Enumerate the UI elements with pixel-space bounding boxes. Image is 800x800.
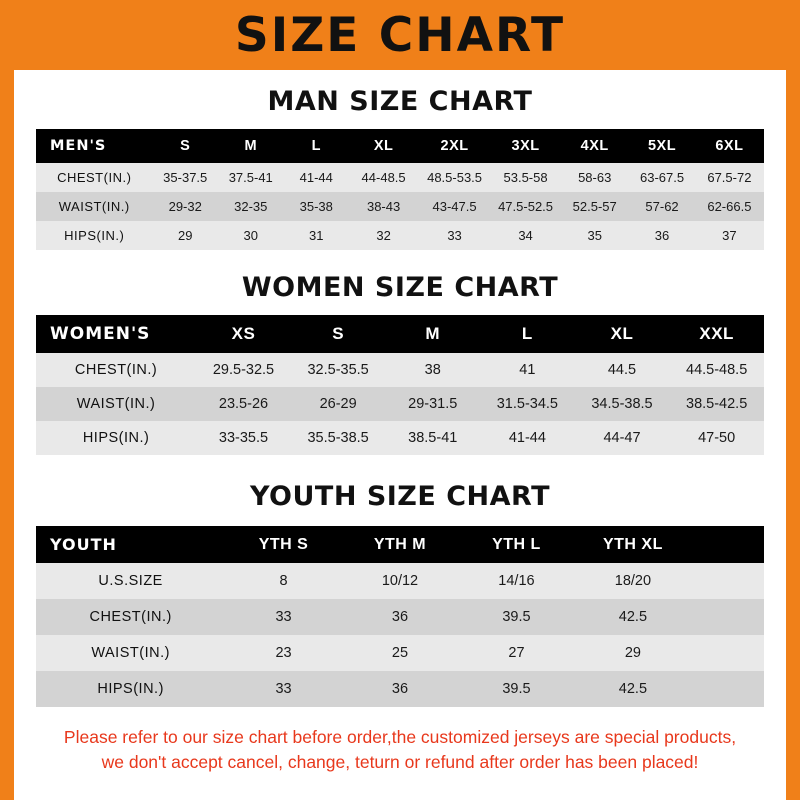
women-row-label: HIPS(IN.) — [82, 430, 150, 446]
man-cell: 48.5-53.5 — [427, 170, 483, 185]
man-cell: 41-44 — [299, 170, 333, 185]
youth-cell-spacer — [691, 635, 764, 671]
women-header-cell: L — [521, 324, 533, 343]
women-header-label: WOMEN'S — [50, 324, 151, 344]
man-cell: 57-62 — [645, 199, 679, 214]
page-title: SIZE CHART — [234, 7, 566, 63]
man-cell: 34 — [518, 228, 533, 243]
youth-cell: 39.5 — [502, 609, 531, 625]
women-cell: 23.5-26 — [218, 396, 269, 412]
youth-size-table — [36, 526, 764, 707]
man-cell: 36 — [654, 228, 670, 243]
man-section-title: MAN SIZE CHART — [267, 86, 533, 117]
youth-row-label: U.S.SIZE — [98, 573, 163, 589]
man-cell: 30 — [243, 228, 258, 243]
youth-cell-spacer — [691, 671, 764, 707]
women-cell: 34.5-38.5 — [591, 396, 653, 412]
table-row — [36, 563, 764, 599]
man-header-cell: 3XL — [511, 138, 540, 154]
women-cell: 47-50 — [698, 430, 736, 446]
man-cell: 35-37.5 — [163, 170, 208, 185]
man-row-label: CHEST(IN.) — [57, 170, 132, 185]
table-row — [36, 599, 764, 635]
man-header-cell: S — [180, 138, 191, 154]
man-row-label: HIPS(IN.) — [64, 228, 125, 243]
table-row — [36, 221, 764, 250]
page-banner — [14, 0, 786, 70]
women-cell: 33-35.5 — [218, 430, 269, 446]
man-cell: 31 — [309, 228, 324, 243]
table-header-row — [36, 526, 764, 563]
youth-cell: 27 — [508, 645, 525, 661]
table-header-row — [36, 315, 764, 353]
youth-cell: 36 — [391, 681, 409, 697]
youth-cell: 33 — [275, 609, 292, 625]
youth-header-cell: YTH XL — [602, 535, 663, 553]
man-header-cell: M — [244, 138, 258, 154]
youth-cell: 29 — [624, 645, 641, 661]
man-header-cell: 6XL — [715, 138, 744, 154]
man-cell: 44-48.5 — [361, 170, 406, 185]
order-notice-line-2: we don't accept cancel, change, teturn or refund after order has been placed! — [101, 752, 699, 773]
man-cell: 35-38 — [299, 199, 333, 214]
order-notice-line-1: Please refer to our size chart before order,the customized jerseys are special products, — [63, 727, 737, 747]
man-cell: 62-66.5 — [707, 199, 752, 214]
youth-section-title: YOUTH SIZE CHART — [249, 481, 551, 512]
table-row — [36, 192, 764, 221]
youth-header-cell: YTH L — [492, 535, 541, 553]
youth-cell: 14/16 — [498, 573, 535, 589]
women-cell: 31.5-34.5 — [496, 396, 558, 412]
women-cell: 26-29 — [319, 396, 357, 412]
man-cell: 47.5-52.5 — [498, 199, 554, 214]
man-cell: 37 — [722, 228, 737, 243]
youth-cell-spacer — [691, 599, 764, 635]
youth-cell: 42.5 — [618, 609, 648, 625]
women-cell: 44.5-48.5 — [686, 362, 748, 378]
man-cell: 38-43 — [366, 199, 401, 214]
women-header-cell: S — [332, 324, 345, 343]
youth-cell: 23 — [275, 645, 292, 661]
women-cell: 32.5-35.5 — [307, 362, 369, 378]
man-cell: 33 — [447, 228, 462, 243]
youth-cell: 36 — [391, 609, 409, 625]
man-cell: 32-35 — [234, 199, 268, 214]
women-cell: 38.5-41 — [408, 430, 458, 446]
youth-row-label: WAIST(IN.) — [91, 645, 170, 661]
man-cell: 29-32 — [168, 199, 202, 214]
man-cell: 35 — [587, 228, 602, 243]
man-header-label: MEN'S — [50, 138, 107, 154]
youth-header-cell: YTH S — [258, 535, 309, 553]
man-cell: 53.5-58 — [503, 170, 548, 185]
women-cell: 44-47 — [603, 430, 641, 446]
table-row — [36, 163, 764, 192]
women-row-label: CHEST(IN.) — [74, 362, 158, 378]
man-header-cell: XL — [373, 138, 394, 154]
women-cell: 41 — [519, 362, 536, 378]
youth-cell: 39.5 — [502, 681, 531, 697]
table-row — [36, 671, 764, 707]
man-header-cell: 4XL — [580, 138, 609, 154]
table-header-row — [36, 129, 764, 163]
table-row — [36, 387, 764, 421]
youth-cell-spacer — [691, 563, 764, 599]
man-header-cell: 5XL — [647, 138, 677, 154]
women-cell: 35.5-38.5 — [307, 430, 369, 446]
youth-cell: 42.5 — [618, 681, 648, 697]
order-notice — [36, 725, 764, 776]
youth-cell: 10/12 — [381, 573, 419, 589]
youth-row-label: HIPS(IN.) — [97, 681, 164, 697]
women-header-cell: XS — [231, 324, 256, 343]
table-row — [36, 421, 764, 455]
man-cell: 58-63 — [578, 170, 612, 185]
women-cell: 29-31.5 — [408, 396, 458, 412]
women-size-table — [36, 315, 764, 455]
table-row — [36, 353, 764, 387]
women-header-cell: M — [425, 324, 441, 343]
man-row-label: WAIST(IN.) — [58, 199, 130, 214]
man-cell: 29 — [177, 228, 193, 243]
women-cell: 44.5 — [607, 362, 637, 378]
man-cell: 43-47.5 — [432, 199, 477, 214]
man-cell: 52.5-57 — [572, 199, 617, 214]
man-cell: 37.5-41 — [228, 170, 273, 185]
youth-cell: 33 — [275, 681, 292, 697]
man-cell: 63-67.5 — [639, 170, 685, 185]
women-header-cell: XL — [610, 324, 634, 343]
youth-cell: 18/20 — [614, 573, 652, 589]
table-row — [36, 635, 764, 671]
women-row-label: WAIST(IN.) — [76, 396, 156, 412]
youth-row-label: CHEST(IN.) — [89, 609, 172, 625]
man-cell: 67.5-72 — [707, 170, 752, 185]
youth-header-label: YOUTH — [50, 535, 117, 554]
women-cell: 38.5-42.5 — [686, 396, 748, 412]
chart-content — [14, 86, 786, 776]
youth-cell: 25 — [391, 645, 409, 661]
man-cell: 32 — [376, 228, 391, 243]
women-header-cell: XXL — [699, 324, 734, 343]
man-header-cell: 2XL — [440, 138, 469, 154]
women-section-title: WOMEN SIZE CHART — [241, 272, 559, 303]
man-size-table — [36, 129, 764, 250]
youth-header-spacer — [691, 526, 764, 563]
man-header-cell: L — [311, 138, 321, 154]
youth-cell: 8 — [279, 573, 288, 589]
youth-header-cell: YTH M — [373, 535, 427, 553]
women-cell: 29.5-32.5 — [212, 362, 275, 378]
women-cell: 41-44 — [508, 430, 546, 446]
women-cell: 38 — [424, 362, 441, 378]
